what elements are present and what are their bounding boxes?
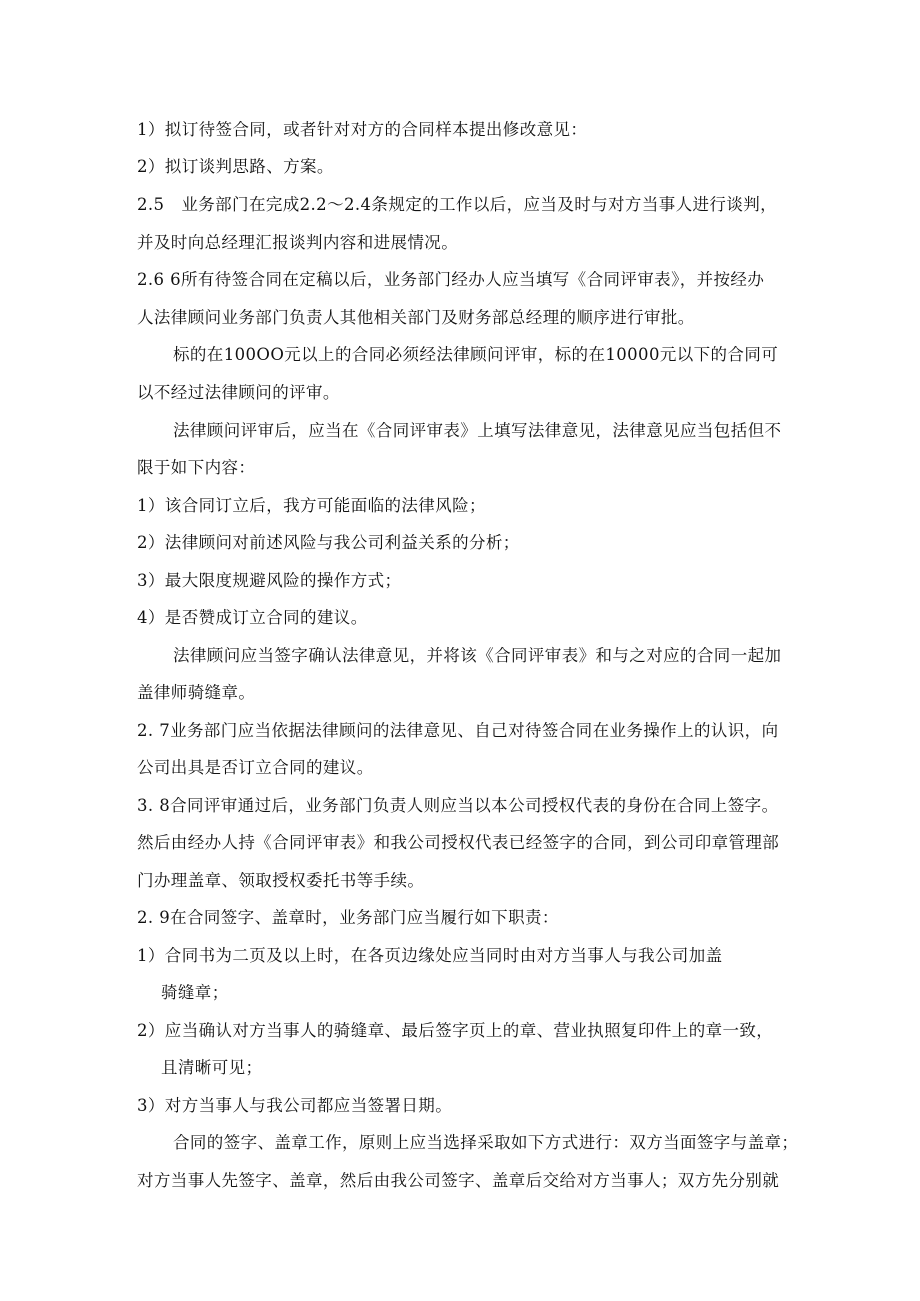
text-line: 3）最大限度规避风险的操作方式； — [137, 571, 402, 590]
text-line: 3）对方当事人与我公司都应当签署日期。 — [137, 1096, 453, 1115]
text-line: 2. 9在合同签字、盖章时，业务部门应当履行如下职责： — [137, 908, 559, 927]
text-line: 限于如下内容： — [137, 458, 256, 477]
text-line: 2）法律顾问对前述风险与我公司利益关系的分析； — [137, 533, 520, 552]
text-line: 门办理盖章、领取授权委托书等手续。 — [137, 871, 425, 890]
text-line: 人法律顾问业务部门负责人其他相关部门及财务部总经理的顺序进行审批。 — [137, 308, 695, 327]
text-line: 1）该合同订立后，我方可能面临的法律风险； — [137, 496, 486, 515]
text-line: 2.6 6所有待签合同在定稿以后，业务部门经办人应当填写《合同评审表》，并按经办 — [137, 270, 765, 289]
text-line: 2）拟订谈判思路、方案。 — [137, 157, 334, 176]
text-line: 公司出具是否订立合同的建议。 — [137, 758, 374, 777]
text-line: 骑缝章； — [161, 983, 229, 1002]
text-line: 盖律师骑缝章。 — [137, 683, 256, 702]
text-line: 4）是否赞成订立合同的建议。 — [137, 608, 368, 627]
text-line: 2）应当确认对方当事人的骑缝章、最后签字页上的章、营业执照复印件上的章一致， — [137, 1021, 774, 1040]
text-line: 并及时向总经理汇报谈判内容和进展情况。 — [137, 233, 459, 252]
text-line: 以不经过法律顾问的评审。 — [137, 383, 340, 402]
text-line: 2.5 业务部门在完成2.2～2.4条规定的工作以后，应当及时与对方当事人进行谈判， — [137, 195, 778, 214]
text-line: 1）合同书为二页及以上时，在各页边缘处应当同时由对方当事人与我公司加盖 — [137, 946, 723, 965]
text-line: 3. 8合同评审通过后，业务部门负责人则应当以本公司授权代表的身份在合同上签字。 — [137, 796, 779, 815]
text-line: 法律顾问评审后，应当在《合同评审表》上填写法律意见，法律意见应当包括但不 — [173, 421, 782, 440]
text-line: 对方当事人先签字、盖章，然后由我公司签字、盖章后交给对方当事人；双方先分别就 — [137, 1171, 780, 1190]
text-line: 1）拟订待签合同，或者针对对方的合同样本提出修改意见： — [137, 120, 588, 139]
text-line: 法律顾问应当签字确认法律意见，并将该《合同评审表》和与之对应的合同一起加 — [173, 646, 782, 665]
text-line: 然后由经办人持《合同评审表》和我公司授权代表已经签字的合同，到公司印章管理部 — [137, 833, 780, 852]
text-line: 2. 7业务部门应当依据法律顾问的法律意见、自己对待签合同在业务操作上的认识，向 — [137, 721, 779, 740]
text-line: 标的在100OO元以上的合同必须经法律顾问评审，标的在10000元以下的合同可 — [173, 345, 779, 364]
text-line: 且清晰可见； — [161, 1058, 263, 1077]
text-line: 合同的签字、盖章工作，原则上应当选择采取如下方式进行：双方当面签字与盖章； — [173, 1133, 799, 1152]
